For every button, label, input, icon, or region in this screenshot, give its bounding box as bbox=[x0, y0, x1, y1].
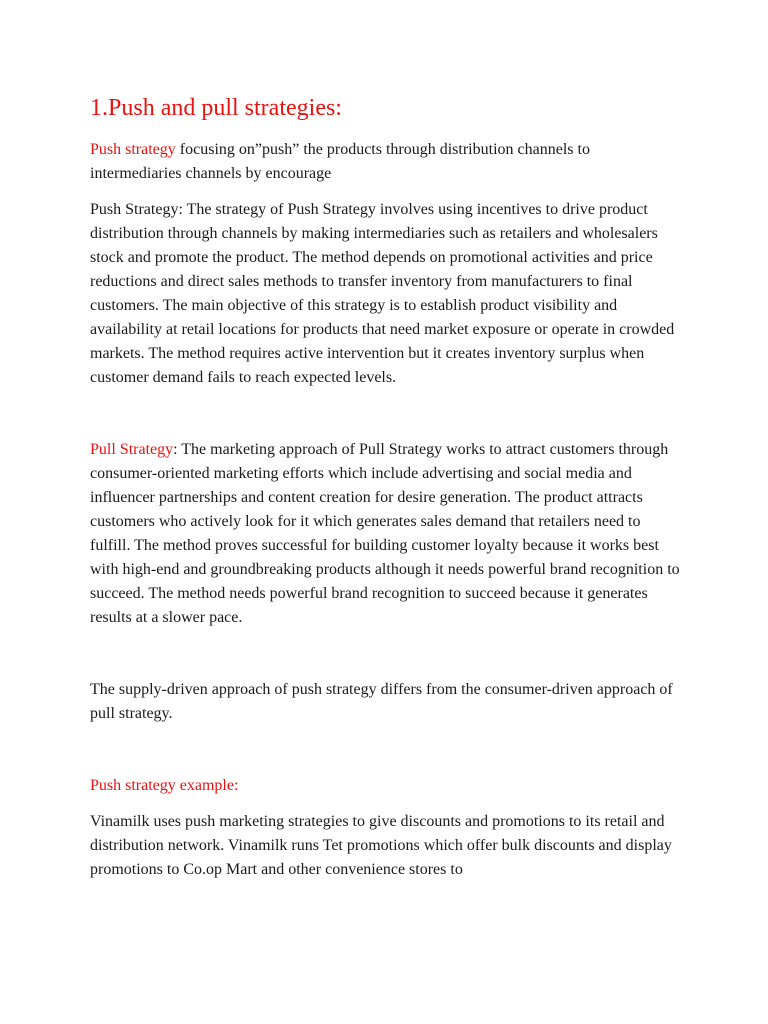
document-page bbox=[90, 92, 682, 882]
contrast-paragraph: The supply-driven approach of push strategy differs from the consumer-driven approach of pull strategy. bbox=[90, 681, 673, 722]
push-strategy-paragraph: Push Strategy: The strategy of Push Strategy involves using incentives to drive product distribution through channels by making intermediaries such as retailers and wholesalers stock and promote the product. The method depends on promotional activities and price reductions and direct sales methods to transfer inventory from manufacturers to final customers. The main objective of this strategy is to establish product visibility and availability at retail locations for products that need market exposure or operate in crowded markets. The method requires active intervention but it creates inventory surplus when customer demand fails to reach expected levels. bbox=[90, 201, 675, 386]
intro-text: focusing on”push” the products through distribution channels to intermediaries channels by encourage bbox=[90, 141, 590, 182]
pull-strategy-text: : The marketing approach of Pull Strategy works to attract customers through consumer-oriented marketing efforts which include advertising and social media and influencer partnerships and content creation for desire generation. The product attracts customers who actively look for it which generates sales demand that retailers need to fulfill. The method proves successful for building customer loyalty because it works best with high-end and groundbreaking products although it needs powerful brand recognition to succeed. The method needs powerful brand recognition to succeed because it generates results at a slower pace. bbox=[90, 441, 680, 626]
pull-strategy-term: Pull Strategy bbox=[90, 441, 174, 458]
intro-paragraph bbox=[90, 138, 682, 186]
section-heading: 1.Push and pull strategies: bbox=[90, 95, 342, 121]
push-strategy-term: Push strategy bbox=[90, 141, 176, 158]
pull-strategy-paragraph bbox=[90, 438, 682, 630]
push-example-paragraph: Vinamilk uses push marketing strategies to give discounts and promotions to its retail and distribution network. Vinamilk runs Tet promotions which offer bulk discounts and display promotions to Co.op Mart and other convenience stores to bbox=[90, 813, 672, 878]
push-example-label: Push strategy example: bbox=[90, 777, 239, 794]
